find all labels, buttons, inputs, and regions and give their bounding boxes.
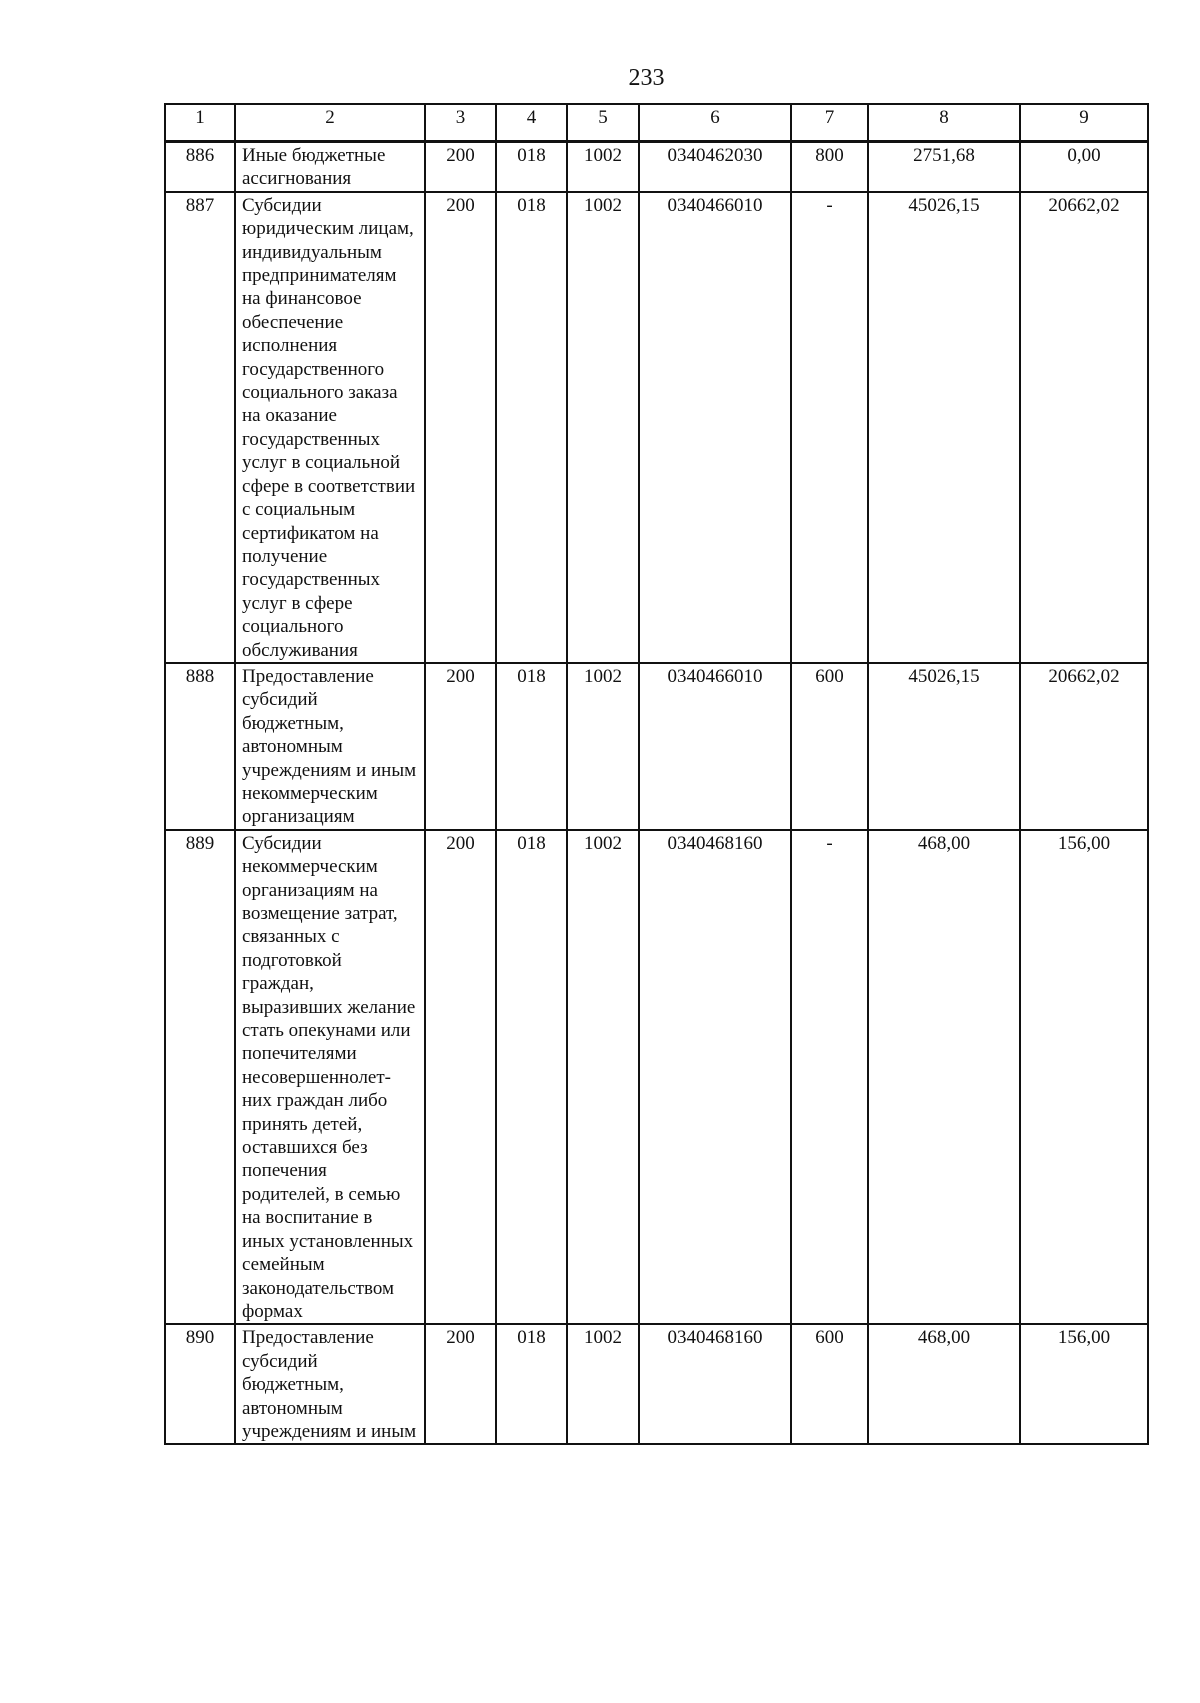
target-article-cell: 0340468160 — [639, 830, 791, 1325]
expense-type-cell: - — [791, 830, 868, 1325]
amount-cell: 0,00 — [1020, 142, 1148, 192]
expense-type-cell: 600 — [791, 663, 868, 830]
section-code-cell: 1002 — [567, 663, 639, 830]
ministry-code-cell: 018 — [496, 142, 567, 192]
code-cell: 200 — [425, 663, 496, 830]
section-code-cell: 1002 — [567, 192, 639, 663]
code-cell: 200 — [425, 1324, 496, 1444]
amount-cell: 20662,02 — [1020, 192, 1148, 663]
row-number-cell: 890 — [165, 1324, 235, 1444]
expense-type-cell: 600 — [791, 1324, 868, 1444]
code-cell: 200 — [425, 142, 496, 192]
ministry-code-cell: 018 — [496, 830, 567, 1325]
item-name-cell: Предоставление субсидий бюджетным, автономным учреждениям и иным — [235, 1324, 425, 1444]
column-header-9: 9 — [1020, 104, 1148, 142]
item-name-cell: Субсидии некоммерческим организациям на возмещение затрат, связанных с подготовкой граждан, выразивших желание стать опекунами или попечителями несовершеннолет-них граждан либо принять детей, оставшихся без попечения родителей, в семью на воспитание в иных установленных семейным законодательством формах — [235, 830, 425, 1325]
column-header-4: 4 — [496, 104, 567, 142]
column-header-8: 8 — [868, 104, 1020, 142]
target-article-cell: 0340466010 — [639, 663, 791, 830]
row-number-cell: 888 — [165, 663, 235, 830]
column-header-7: 7 — [791, 104, 868, 142]
table-header-row — [165, 104, 1148, 142]
column-header-2: 2 — [235, 104, 425, 142]
table-row — [165, 192, 1148, 663]
expense-type-cell: 800 — [791, 142, 868, 192]
code-cell: 200 — [425, 830, 496, 1325]
amount-cell: 156,00 — [1020, 830, 1148, 1325]
budget-table — [164, 103, 1149, 1445]
item-name-cell: Предоставление субсидий бюджетным, автономным учреждениям и иным некоммерческим организациям — [235, 663, 425, 830]
row-number-cell: 887 — [165, 192, 235, 663]
code-cell: 200 — [425, 192, 496, 663]
column-header-3: 3 — [425, 104, 496, 142]
table-row — [165, 1324, 1148, 1444]
item-name-cell: Иные бюджетные ассигнования — [235, 142, 425, 192]
expense-type-cell: - — [791, 192, 868, 663]
ministry-code-cell: 018 — [496, 192, 567, 663]
table-row — [165, 663, 1148, 830]
column-header-6: 6 — [639, 104, 791, 142]
amount-cell: 468,00 — [868, 830, 1020, 1325]
amount-cell: 468,00 — [868, 1324, 1020, 1444]
section-code-cell: 1002 — [567, 142, 639, 192]
amount-cell: 45026,15 — [868, 192, 1020, 663]
ministry-code-cell: 018 — [496, 1324, 567, 1444]
target-article-cell: 0340468160 — [639, 1324, 791, 1444]
target-article-cell: 0340466010 — [639, 192, 791, 663]
amount-cell: 45026,15 — [868, 663, 1020, 830]
target-article-cell: 0340462030 — [639, 142, 791, 192]
column-header-1: 1 — [165, 104, 235, 142]
item-name-cell: Субсидии юридическим лицам, индивидуальным предпринимателям на финансовое обеспечение исполнения государственного социального заказа на оказание государственных услуг в социальной сфере в соответствии с социальным сертификатом на получение государственных услуг в сфере социального обслуживания — [235, 192, 425, 663]
page-number: 233 — [628, 65, 665, 91]
row-number-cell: 886 — [165, 142, 235, 192]
column-header-5: 5 — [567, 104, 639, 142]
section-code-cell: 1002 — [567, 830, 639, 1325]
amount-cell: 20662,02 — [1020, 663, 1148, 830]
amount-cell: 2751,68 — [868, 142, 1020, 192]
table-row — [165, 830, 1148, 1325]
ministry-code-cell: 018 — [496, 663, 567, 830]
amount-cell: 156,00 — [1020, 1324, 1148, 1444]
section-code-cell: 1002 — [567, 1324, 639, 1444]
table-row — [165, 142, 1148, 192]
row-number-cell: 889 — [165, 830, 235, 1325]
